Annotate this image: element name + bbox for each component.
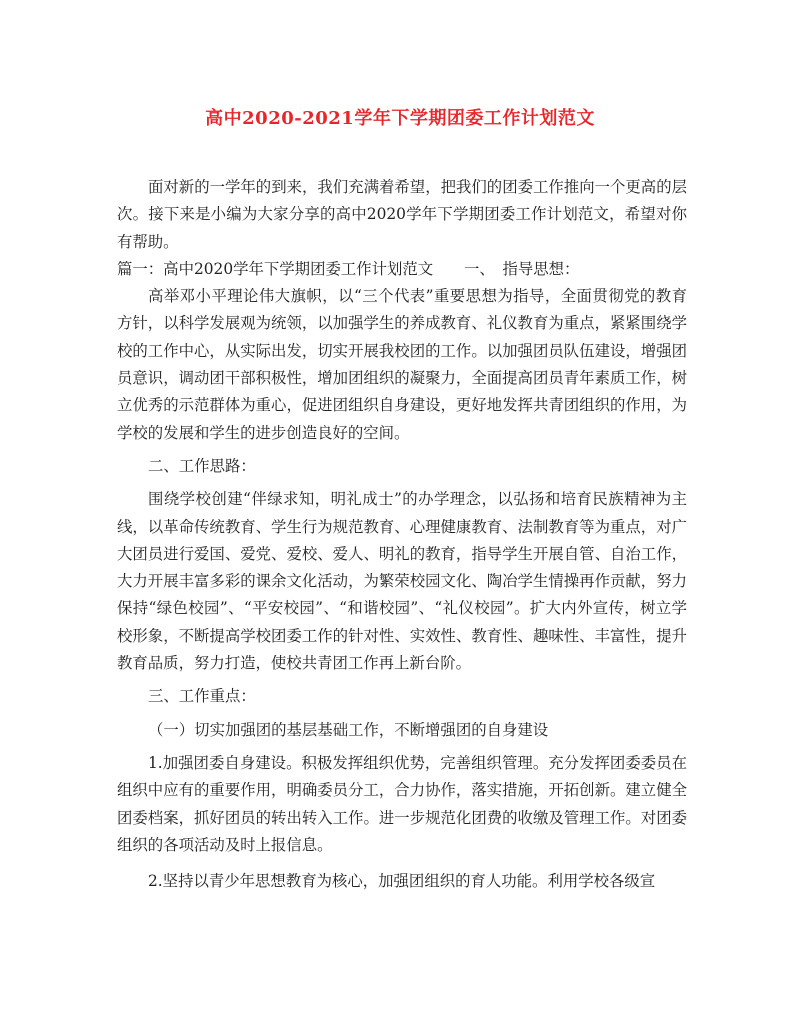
item-two-paragraph: 2.坚持以青少年思想教育为核心，加强团组织的育人功能。利用学校各级宣 xyxy=(148,872,656,891)
intro-paragraph: 面对新的一学年的到来，我们充满着希望，把我们的团委工作推向一个更高的层次。接下来是小编为大家分享的高中2020学年下学期团委工作计划范文，希望对你有帮助。 xyxy=(117,178,687,251)
item-one-paragraph: 1.加强团委自身建设。积极发挥组织优势，完善组织管理。充分发挥团委委员在组织中应有的重要作用，明确委员分工，合力协作，落实措施，开拓创新。建立健全团委档案，抓好团员的转出转入工作。进一步规范化团费的收缴及管理工作。对团委组织的各项活动及时上报信息。 xyxy=(117,753,687,854)
document-body xyxy=(117,174,687,895)
section-heading-part-one: 篇一：高中2020学年下学期团委工作计划范文 一、 指导思想： xyxy=(117,259,580,278)
section-heading-work-focus: 三、工作重点： xyxy=(148,687,256,706)
guiding-ideology-paragraph: 高举邓小平理论伟大旗帜，以“三个代表”重要思想为指导，全面贯彻党的教育方针，以科学发展观为统领，以加强学生的养成教育、礼仪教育为重点，紧紧围绕学校的工作中心，从实际出发，切实开展我校团的工作。以加强团员队伍建设，增强团员意识，调动团干部积极性，增加团组织的凝聚力，全面提高团员青年素质工作，树立优秀的示范群体为重心，促进团组织自身建设，更好地发挥共青团组织的作用，为学校的发展和学生的进步创造良好的空间。 xyxy=(117,287,687,442)
work-approach-paragraph: 围绕学校创建“伴绿求知，明礼成士”的办学理念，以弘扬和培育民族精神为主线，以革命传统教育、学生行为规范教育、心理健康教育、法制教育等为重点，对广大团员进行爱国、爱党、爱校、爱人、明礼的教育，指导学生开展自管、自治工作，大力开展丰富多彩的课余文化活动，为繁荣校园文化、陶冶学生情操再作贡献，努力保持“绿色校园”、“平安校园”、“和谐校园”、“礼仪校园”。扩大内外宣传，树立学校形象，不断提高学校团委工作的针对性、实效性、教育性、趣味性、丰富性，提升教育品质，努力打造，使校共青团工作再上新台阶。 xyxy=(117,490,687,673)
section-heading-work-approach: 二、工作思路： xyxy=(148,456,256,475)
subsection-heading-one: （一）切实加强团的基层基础工作，不断增强团的自身建设 xyxy=(148,720,549,739)
document-title: 高中2020-2021学年下学期团委工作计划范文 xyxy=(205,108,595,129)
